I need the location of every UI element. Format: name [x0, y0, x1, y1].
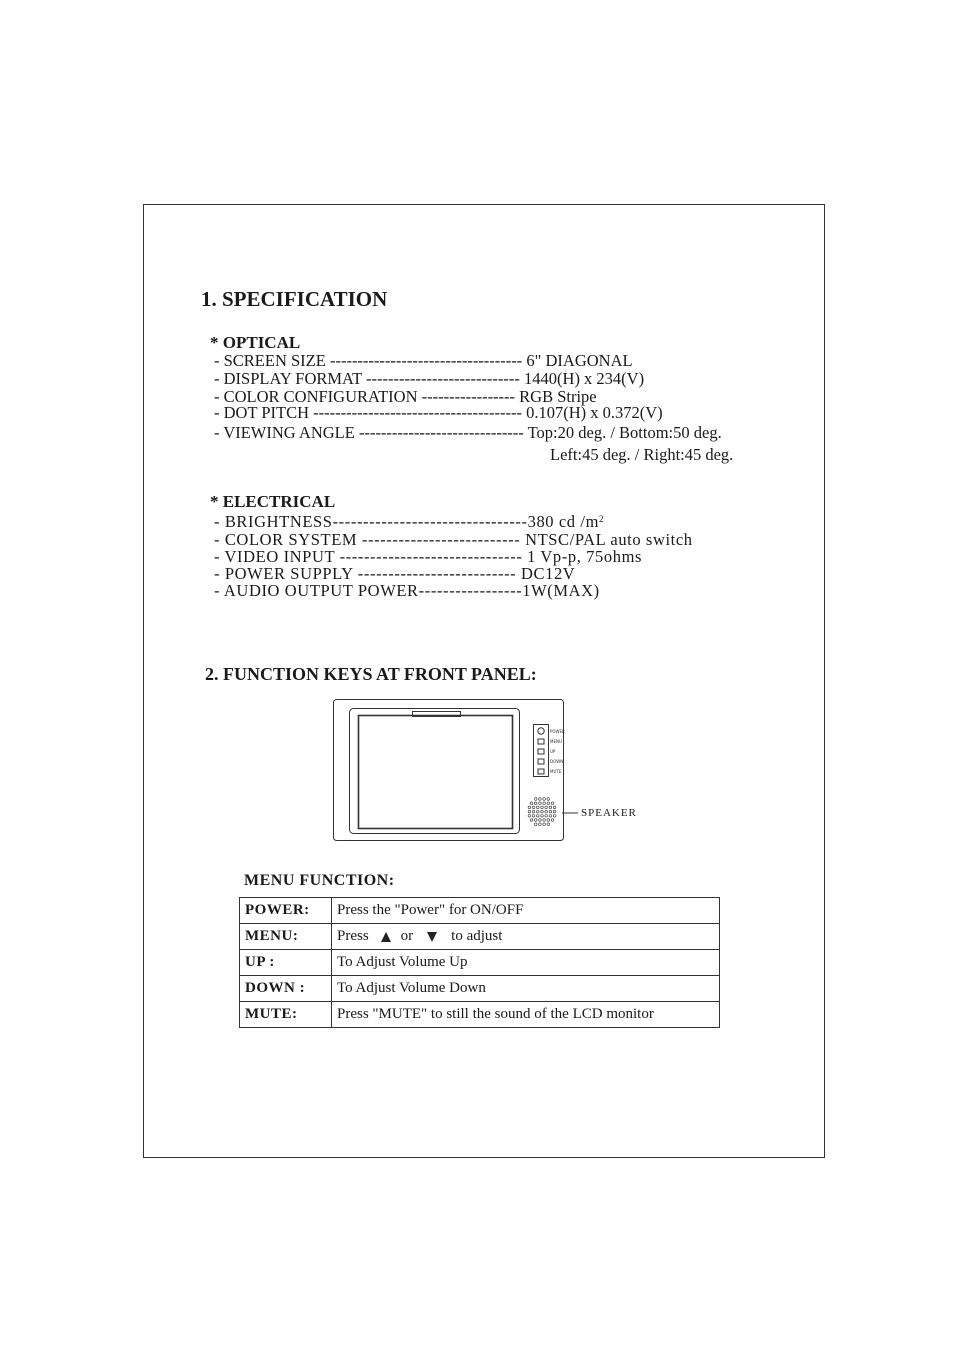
desc-mid: or [400, 928, 414, 944]
speaker-hole [543, 819, 546, 822]
table-row [240, 898, 720, 924]
speaker-hole [553, 810, 556, 813]
speaker-hole [547, 798, 550, 801]
speaker-hole [545, 810, 548, 813]
speaker-hole [549, 806, 552, 809]
desc-cell: Press "MUTE" to still the sound of the LCD monitor [332, 1002, 720, 1028]
spec-line-color-config: - COLOR CONFIGURATION ----------------- RGB Stripe [214, 387, 597, 406]
speaker-hole [528, 806, 531, 809]
speaker-hole [534, 823, 537, 826]
speaker-hole [547, 823, 550, 826]
speaker-hole [551, 819, 554, 822]
speaker-hole [532, 815, 535, 818]
key-cell: DOWN : [240, 976, 332, 1002]
brightness-text: - BRIGHTNESS--------------------------------380 cd /m [214, 512, 600, 531]
speaker-hole [547, 802, 550, 805]
menu-function-table [239, 897, 720, 1028]
speaker-hole [539, 798, 542, 801]
speaker-hole [528, 810, 531, 813]
speaker-hole [541, 810, 544, 813]
spec-title: 1. SPECIFICATION [201, 287, 388, 311]
speaker-hole [543, 798, 546, 801]
speaker-hole [534, 819, 537, 822]
speaker-hole [539, 802, 542, 805]
desc-cell [332, 924, 720, 950]
lcd-screen [359, 716, 513, 829]
up-arrow-icon [381, 932, 391, 942]
spec-line-dot-pitch: - DOT PITCH -------------------------------------- 0.107(H) x 0.372(V) [214, 403, 663, 422]
speaker-hole [537, 815, 540, 818]
up-button-icon [538, 749, 544, 754]
screen-bezel [350, 709, 520, 834]
speaker-hole [549, 810, 552, 813]
speaker-hole [539, 823, 542, 826]
speaker-hole [543, 823, 546, 826]
table-row [240, 950, 720, 976]
key-cell: MENU: [240, 924, 332, 950]
brightness-sup: 2 [599, 514, 605, 524]
speaker-hole [537, 806, 540, 809]
table-row [240, 976, 720, 1002]
spec-line-audio-output: - AUDIO OUTPUT POWER-----------------1W(MAX) [214, 581, 600, 600]
spec-line-brightness [214, 513, 604, 530]
speaker-hole [545, 815, 548, 818]
speaker-hole [532, 810, 535, 813]
menu-button-icon [538, 739, 544, 744]
spec-line-display-format: - DISPLAY FORMAT ---------------------------- 1440(H) x 234(V) [214, 369, 645, 388]
speaker-hole [534, 798, 537, 801]
speaker-hole [528, 815, 531, 818]
desc-pre: Press [337, 928, 369, 944]
speaker-hole [553, 815, 556, 818]
spec-line-color-system: - COLOR SYSTEM -------------------------- NTSC/PAL auto switch [214, 530, 693, 549]
key-cell: POWER: [240, 898, 332, 924]
desc-cell: Press the "Power" for ON/OFF [332, 898, 720, 924]
mute-button-icon [538, 769, 544, 774]
table-row [240, 924, 720, 950]
down-button-label: DOWN [550, 759, 564, 764]
desc-cell: To Adjust Volume Down [332, 976, 720, 1002]
speaker-hole [549, 815, 552, 818]
front-panel-diagram [330, 697, 650, 845]
speaker-hole [530, 819, 533, 822]
speaker-grille-icon [528, 798, 556, 826]
spec-line-power-supply: - POWER SUPPLY -------------------------- DC12V [214, 564, 576, 583]
speaker-hole [530, 802, 533, 805]
menu-button-label: MENU [550, 739, 562, 744]
speaker-hole [534, 802, 537, 805]
key-cell: MUTE: [240, 1002, 332, 1028]
desc-cell: To Adjust Volume Up [332, 950, 720, 976]
spec-line-viewing-angle: - VIEWING ANGLE ------------------------------ Top:20 deg. / Bottom:50 deg. [214, 423, 722, 442]
speaker-hole [553, 806, 556, 809]
monitor-body [334, 700, 564, 841]
speaker-hole [541, 806, 544, 809]
speaker-hole [551, 802, 554, 805]
key-cell: UP : [240, 950, 332, 976]
spec-line-screen-size: - SCREEN SIZE ----------------------------------- 6" DIAGONAL [214, 351, 633, 370]
speaker-hole [532, 806, 535, 809]
spec-line-viewing-angle-cont: Left:45 deg. / Right:45 deg. [550, 445, 734, 464]
speaker-hole [543, 802, 546, 805]
speaker-hole [537, 810, 540, 813]
down-button-icon [538, 759, 544, 764]
desc-post: to adjust [451, 928, 503, 944]
menu-function-heading: MENU FUNCTION: [244, 872, 395, 889]
function-keys-title: 2. FUNCTION KEYS AT FRONT PANEL: [205, 664, 537, 684]
spec-line-video-input: - VIDEO INPUT ------------------------------ 1 Vp-p, 75ohms [214, 547, 643, 566]
up-button-label: UP [550, 749, 556, 754]
speaker-hole [539, 819, 542, 822]
speaker-hole [547, 819, 550, 822]
speaker-hole [545, 806, 548, 809]
electrical-heading: * ELECTRICAL [210, 492, 336, 511]
table-row [240, 1002, 720, 1028]
speaker-hole [541, 815, 544, 818]
down-arrow-icon [427, 932, 437, 942]
speaker-label: SPEAKER [581, 807, 637, 819]
optical-heading: * OPTICAL [210, 333, 301, 352]
power-button-icon [538, 728, 544, 734]
power-button-label: POWER [550, 729, 565, 734]
mute-button-label: MUTE [550, 769, 562, 774]
